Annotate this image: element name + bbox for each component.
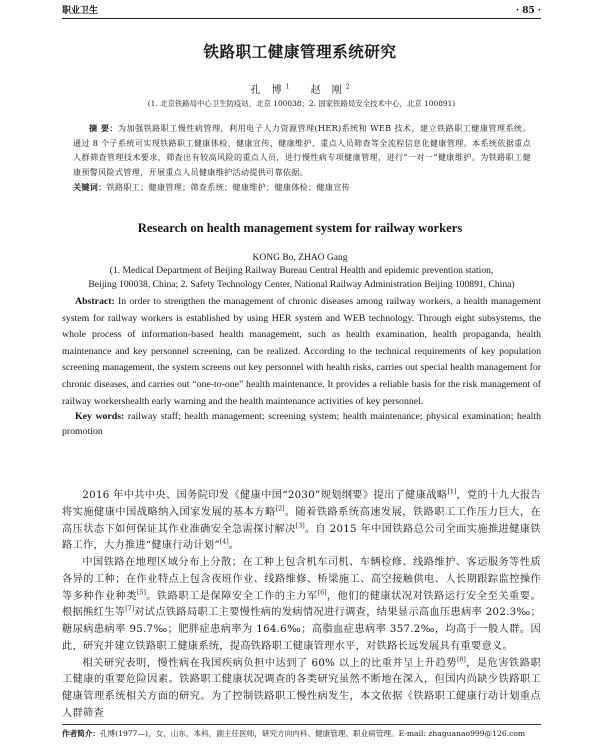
author-bio-label: 作者简介：	[62, 729, 100, 738]
abstract-en-text: In order to strengthen the management of chronic diseases among railway workers, a health management system for railway workers is established by using HER system and WEB technology. Through eight subsystems, the whole process of information-based health management, such as health examination, health propaganda, health maintenance and key personnel screening, can be realized. According to the technical requirements of key population screening management, the system screens out key personnel with health risks, carries out special health management for chronic diseases, and carries out “one-to-one” health maintenance. It provides a reliable basis for the risk management of railway workershealth early warning and the health maintenance activities of key personnel.	[62, 296, 541, 407]
abstract-cn-text: 为加强铁路职工慢性病管理，利用电子人力资源管理(HER)系统和 WEB 技术，建立铁路职工健康管理系统。通过 8 个子系统可实现铁路职工健康体检、健康宣传、健康维护、重点人员筛查等全流程信息化健康管理。本系统依据重点人群筛查管理技术要求，筛查出有较高风险的重点人员，进行慢性病专项健康管理，进行“一对一”健康维护。为铁路职工健康预警风险式管理，开展重点人员健康维护活动提供可靠依据。	[73, 123, 531, 177]
body-paragraph-text: 中国铁路在地理区域分布上分散；在工种上包含机车司机、车辆检修、线路维护、客运服务等性质各异的工种；在作业特点上包含夜班作业、线路维修、桥梁施工、高空接触供电、人长期跟踪监控操作等多种作业种类	[62, 557, 541, 602]
keywords-cn	[73, 180, 531, 195]
author-bio-text: 孔博(1977—)，女，山东，本科，副主任医师，研究方向内科、健康管理、职业病管理。E-mail: zhaguanao999@126.com	[99, 729, 526, 738]
body-paragraph-text: 。	[228, 540, 240, 552]
keywords-en-label: Key words:	[75, 411, 125, 423]
affiliation-en-line: Beijing 100038, China; 2. Safety Technology Center, National Railway Administration Beijing 100891, China)	[88, 279, 515, 290]
author-bio-footnote	[62, 728, 541, 740]
body-paragraph-text: ，他们的健康状况对铁路运行安全至关重要。根据熊红生等	[62, 590, 541, 619]
citation-marker: [5]	[137, 589, 146, 597]
abstract-cn-label: 摘 要：	[89, 123, 118, 133]
author-name: 孔 博	[250, 85, 286, 96]
authors-en: KONG Bo, ZHAO Gang	[252, 253, 348, 263]
body-paragraph-text: ，党的十九大报告将实施健康中国战略纳入国家发展的基本方略	[62, 490, 541, 518]
footnote-rule	[62, 724, 541, 725]
author-affiliation-mark: 1	[285, 83, 290, 91]
abstract-cn	[73, 121, 531, 179]
body-paragraph-text: 对试点铁路局职工主要慢性病的发病情况进行调查，结果显示高血压患病率 202.3‰；糖尿病患病率 95.7‰；肥胖症患病率为 164.6‰；高脂血症患病率 357.2‰，均高于一般人群。因此，研究并建立铁路职工健康系统，提高铁路职工健康管理水平，对铁路长远发展具有重要意义。	[62, 607, 541, 652]
abstract-en	[62, 294, 541, 410]
body-paragraph	[62, 656, 541, 721]
header-rule	[62, 18, 541, 19]
affiliation-en	[62, 264, 541, 292]
body-paragraph-text: ，是危害铁路职工健康的重要危险因素。铁路职工健康状况调查的各类研究虽然不断地在深入，但国内尚缺少铁路职工健康管理系统相关方面的研究。为了控制铁路职工慢性病发生，本文依据《铁路职工健康行动计划重点人群筛查	[62, 657, 541, 719]
body-paragraph	[62, 488, 541, 555]
abstract-cn-block	[73, 121, 531, 195]
body-paragraph-text: 。铁路职工是保障安全工作的主力军	[145, 590, 318, 602]
keywords-en-text: railway staff; health management; screening system; health maintenance; physical examination; health promotion	[62, 411, 541, 437]
abstract-en-block	[62, 294, 541, 439]
page-number: · 85 ·	[515, 6, 541, 16]
citation-marker: [1]	[447, 488, 457, 496]
title-en: Research on health management system for railway workers	[137, 221, 463, 235]
keywords-cn-label: 关键词：	[73, 182, 107, 192]
citation-marker: [3]	[295, 522, 305, 530]
citation-marker: [7]	[125, 605, 135, 613]
keywords-cn-text: 铁路职工；健康管理；筛查系统；健康维护；健康体检；健康宣传	[106, 182, 350, 192]
authors-cn	[0, 83, 600, 99]
abstract-en-label: Abstract:	[75, 296, 115, 307]
body-text	[62, 488, 541, 721]
author-name: 赵 刚	[310, 85, 346, 96]
citation-marker: [8]	[456, 656, 466, 664]
affiliation-en-line: (1. Medical Department of Beijing Railway Bureau Central Health and epidemic prevention station,	[109, 265, 494, 276]
citation-marker: [6]	[317, 589, 327, 597]
body-paragraph	[62, 555, 541, 656]
running-header	[62, 4, 541, 18]
body-paragraph-text: 2016 年中共中央、国务院印发《健康中国“2030”规划纲要》提出了健康战略	[82, 490, 448, 501]
journal-section: 职业卫生	[62, 6, 99, 16]
body-paragraph-text: 。随着铁路系统高速发展，铁路职工工作压力巨大，在高压状态下如何保证其作业准确安全急需探讨解决	[62, 506, 541, 535]
keywords-en	[62, 410, 541, 439]
author-affiliation-mark: 2	[345, 83, 350, 91]
body-paragraph-text: 。自 2015 年中国铁路总公司全面实施推进健康铁路工作，大力推进“健康行动计划”	[62, 523, 541, 552]
body-paragraph-text: 相关研究表明，慢性病在我国疾病负担中达到了 60% 以上的比重并呈上升趋势	[82, 657, 457, 669]
title-cn: 铁路职工健康管理系统研究	[203, 42, 397, 61]
affiliation-cn: (1. 北京铁路局中心卫生防疫站，北京 100038；2. 国家铁路局安全技术中心，北京 100891)	[147, 99, 456, 108]
citation-marker: [2]	[275, 505, 285, 513]
citation-marker: [4]	[219, 538, 229, 546]
